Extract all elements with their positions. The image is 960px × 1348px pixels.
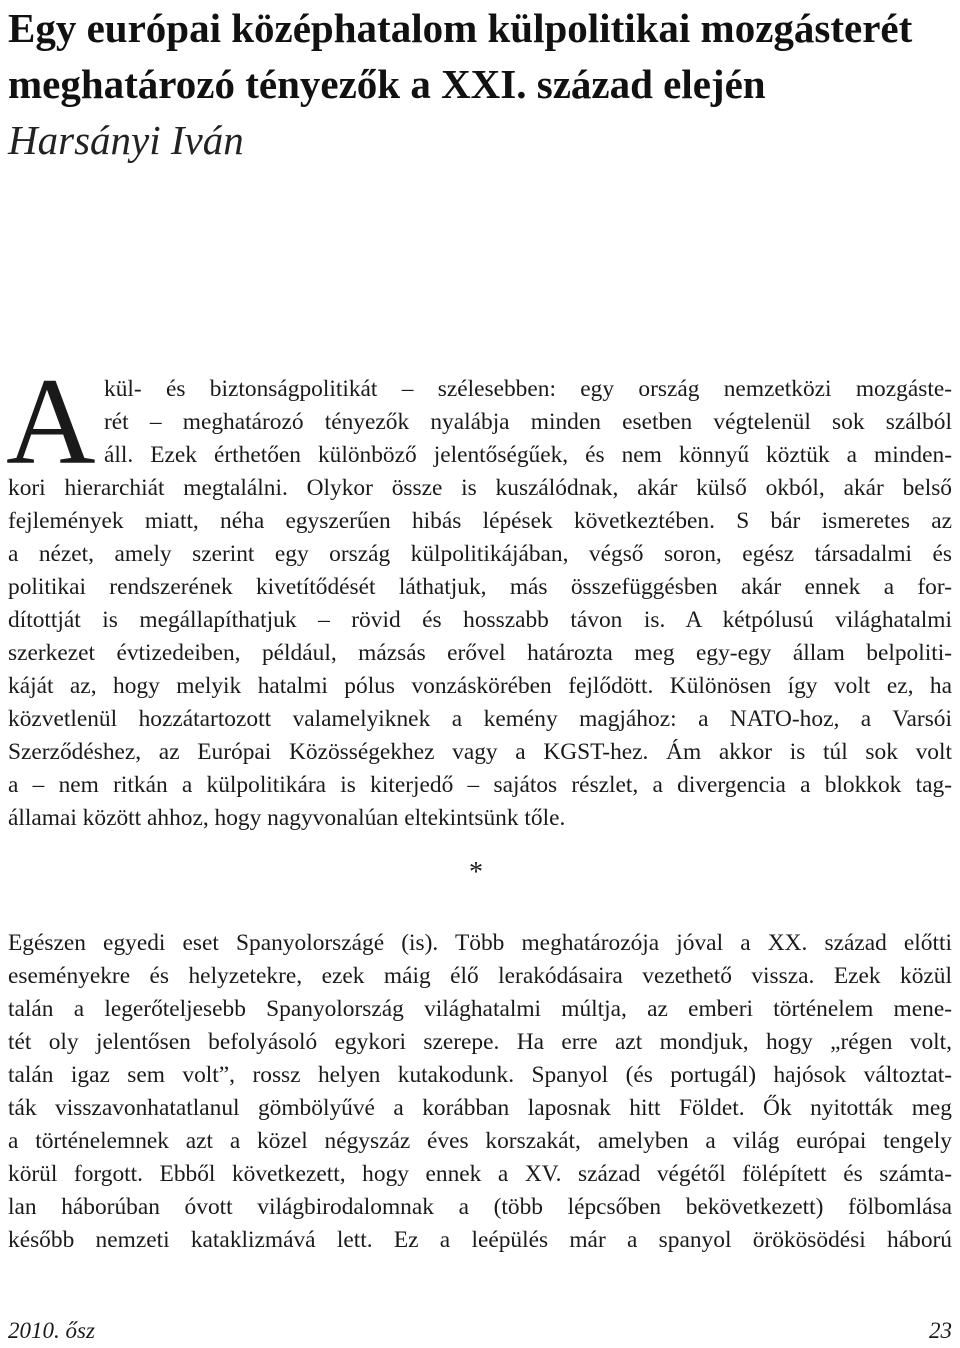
paragraph-1-line: áll. Ezek érthetően különböző jelentőségűek, és nem könnyű köztük a minden- (104, 442, 952, 468)
paragraph-2 (8, 927, 952, 1257)
paragraph-1-line: káját az, hogy melyik hatalmi pólus vonzáskörében fejlődött. Különösen így volt ez, ha (8, 673, 952, 699)
article-title-line-2: meghatározó tényezők a XXI. század elején (8, 61, 766, 107)
paragraph-2-line: Egészen egyedi eset Spanyolországé (is). Több meghatározója jóval a XX. század előtti (8, 930, 952, 956)
article-title-line-1: Egy európai középhatalom külpolitikai mozgásterét (8, 5, 913, 51)
paragraph-1-line: szerkezet évtizedeiben, például, mázsás erővel határozta meg egy-egy állam belpoliti- (8, 640, 952, 666)
paragraph-2-line: tét oly jelentősen befolyásoló egykori szerepe. Ha erre azt mondjuk, hogy „régen volt, (8, 1029, 952, 1055)
section-separator: * (469, 857, 483, 888)
paragraph-1-line: a nézet, amely szerint egy ország külpolitikájában, végső soron, egész társadalmi és (8, 541, 952, 567)
paragraph-1-line: fejlemények miatt, néha egyszerűen hibás lépések következtében. S bár ismeretes az (8, 508, 952, 534)
paragraph-2-line: a történelemnek azt a közel négyszáz éves korszakát, amelyben a világ európai tengely (8, 1128, 952, 1154)
paragraph-1-line: államai között ahhoz, hogy nagyvonalúan eltekintsünk tőle. (8, 805, 566, 831)
paragraph-1-line: rét – meghatározó tényezők nyalábja minden esetben végtelenül sok szálból (104, 409, 952, 435)
article-author: Harsányi Iván (8, 117, 244, 163)
paragraph-1-line: közvetlenül hozzátartozott valamelyiknek a kemény magjához: a NATO-hoz, a Varsói (8, 706, 952, 732)
paragraph-1-line: politikai rendszerének kivetítődését láthatjuk, más összefüggésben akár ennek a for- (8, 574, 952, 600)
article-title (8, 0, 956, 112)
paragraph-1 (8, 373, 952, 835)
paragraph-2-line: talán a legerőteljesebb Spanyolország világhatalmi múltja, az emberi történelem mene- (8, 996, 952, 1022)
paragraph-2-line: körül forgott. Ebből következett, hogy ennek a XV. század végétől fölépített és számta- (8, 1161, 952, 1187)
paragraph-2-line: talán igaz sem volt”, rossz helyen kutakodunk. Spanyol (és portugál) hajósok változtat- (8, 1062, 952, 1088)
paragraph-1-line: a – nem ritkán a külpolitikára is kiterjedő – sajátos részlet, a divergencia a blokkok tag- (8, 772, 952, 798)
paragraph-2-line: ták visszavonhatatlanul gömbölyűvé a korábban laposnak hitt Földet. Ők nyitották meg (8, 1095, 952, 1121)
paragraph-2-line: lan háborúban óvott világbirodalomnak a (több lépcsőben bekövetkezett) fölbomlása (8, 1194, 952, 1220)
paragraph-1-line: dítottját is megállapíthatjuk – rövid és hosszabb távon is. A kétpólusú világhatalmi (8, 607, 952, 633)
drop-cap: A (6, 353, 96, 490)
footer-issue: 2010. ősz (8, 1318, 95, 1343)
paragraph-1-line: kori hierarchiát megtalálni. Olykor össze is kuszálódnak, akár külső okból, akár belső (8, 475, 952, 501)
paragraph-2-line: eseményekre és helyzetekre, ezek máig élő lerakódásaira vezethető vissza. Ezek közül (8, 963, 952, 989)
footer-page-number: 23 (929, 1318, 952, 1343)
paragraph-2-line: később nemzeti kataklizmává lett. Ez a leépülés már a spanyol örökösödési háború (8, 1227, 952, 1253)
paragraph-1-line: kül- és biztonságpolitikát – szélesebben: egy ország nemzetközi mozgáste- (104, 376, 952, 402)
paragraph-1-line: Szerződéshez, az Európai Közösségekhez vagy a KGST-hez. Ám akkor is túl sok volt (8, 739, 952, 765)
